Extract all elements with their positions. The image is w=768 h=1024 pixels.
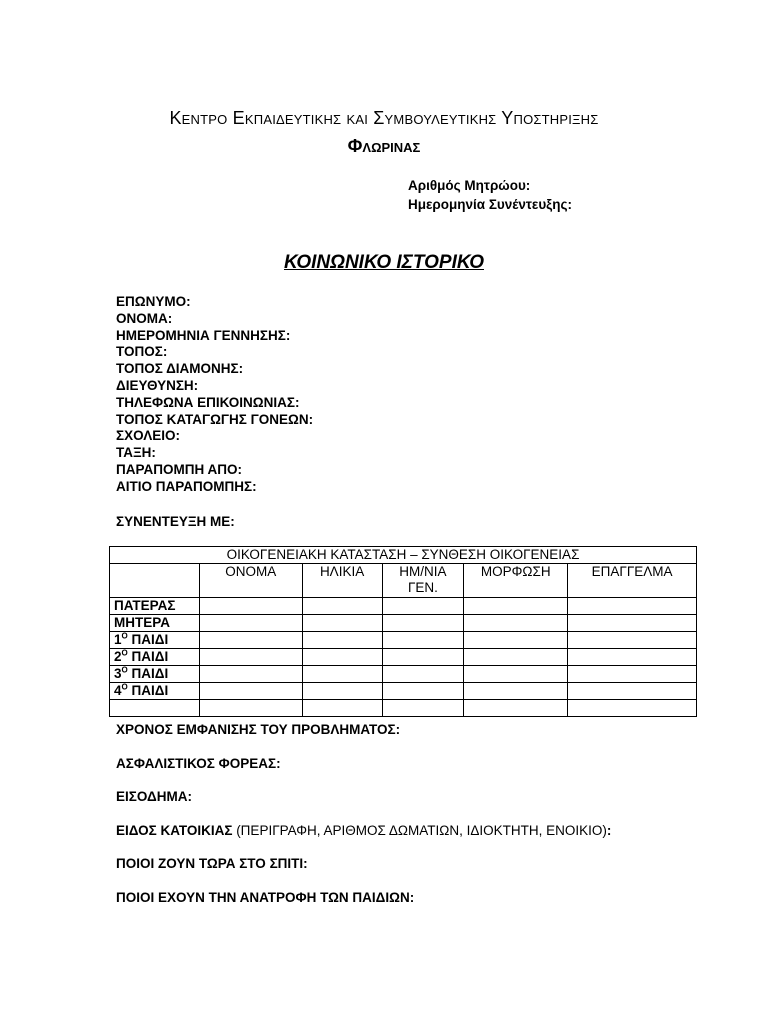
table-row [110, 683, 697, 700]
registry-number-label: Αριθμός Μητρώου: [408, 178, 531, 193]
family-table [109, 546, 697, 717]
document-title: ΚΟΙΝΩΝΙΚΟ ΙΣΤΟΡΙΚΟ [283, 252, 484, 273]
row-label-empty [110, 700, 200, 717]
header-cell-name: ΟΝΟΜΑ [199, 564, 302, 598]
cell-name[interactable] [199, 683, 302, 700]
row-label-mother: ΜΗΤΕΡΑ [110, 615, 200, 632]
table-row [110, 615, 697, 632]
cell-age[interactable] [302, 649, 382, 666]
personal-fields [116, 294, 313, 496]
row-label-father: ΠΑΤΕΡΑΣ [110, 598, 200, 615]
cell-education[interactable] [464, 598, 568, 615]
field-parents-origin: ΤΟΠΟΣ ΚΑΤΑΓΩΓΗΣ ΓΟΝΕΩΝ: [116, 411, 314, 427]
field-address: ΔΙΕΥΘΥΝΣΗ: [116, 377, 199, 393]
organization-name: Κεντρο Εκπαιδευτικης και Συμβουλευτικης Υποστηριξης [169, 108, 599, 128]
field-place: ΤΟΠΟΣ: [116, 344, 168, 360]
header-cell-occupation: ΕΠΑΓΓΕΛΜΑ [568, 564, 697, 598]
cell-occupation[interactable] [568, 700, 697, 717]
question-income: ΕΙΣΟΔΗΜΑ: [116, 789, 192, 805]
header-cell-age: ΗΛΙΚΙΑ [302, 564, 382, 598]
cell-education[interactable] [464, 683, 568, 700]
question-problem-onset: ΧΡΟΝΟΣ ΕΜΦΑΝΙΣΗΣ ΤΟΥ ΠΡΟΒΛΗΜΑΤΟΣ: [116, 722, 401, 737]
cell-name[interactable] [199, 615, 302, 632]
field-phones: ΤΗΛΕΦΩΝΑ ΕΠΙΚΟΙΝΩΝΙΑΣ: [116, 394, 300, 410]
cell-education[interactable] [464, 615, 568, 632]
header-cell-birthdate: ΗΜ/ΝΙΑ ΓΕΝ. [382, 564, 464, 598]
cell-birthdate[interactable] [382, 632, 464, 649]
interview-date-label: Ημερομηνία Συνέντευξης: [408, 197, 572, 212]
question-housing [116, 823, 676, 840]
cell-education[interactable] [464, 632, 568, 649]
cell-age[interactable] [302, 666, 382, 683]
header-cell-education: ΜΟΡΦΩΣΗ [464, 564, 568, 598]
cell-birthdate[interactable] [382, 700, 464, 717]
question-household: ΠΟΙΟΙ ΖΟΥΝ ΤΩΡΑ ΣΤΟ ΣΠΙΤΙ: [116, 856, 308, 872]
cell-birthdate[interactable] [382, 649, 464, 666]
cell-age[interactable] [302, 598, 382, 615]
row-label-child-3: $3^O$ ΠΑΙΔΙ [110, 666, 200, 683]
housing-detail: (ΠΕΡΙΓΡΑΦΗ, ΑΡΙΘΜΟΣ ΔΩΜΑΤΙΩΝ, ΙΔΙΟΚΤΗΤΗ, ΕΝΟΙΚΙΟ) [232, 822, 607, 838]
cell-name[interactable] [199, 598, 302, 615]
cell-name[interactable] [199, 666, 302, 683]
additional-questions [116, 722, 676, 924]
field-birth-date: ΗΜΕΡΟΜΗΝΙΑ ΓΕΝΝΗΣΗΣ: [116, 327, 291, 343]
cell-name[interactable] [199, 649, 302, 666]
cell-occupation[interactable] [568, 649, 697, 666]
cell-birthdate[interactable] [382, 615, 464, 632]
cell-education[interactable] [464, 700, 568, 717]
table-row [110, 700, 697, 717]
cell-education[interactable] [464, 649, 568, 666]
housing-label: ΕΙΔΟΣ ΚΑΤΟΙΚΙΑΣ [116, 822, 233, 838]
cell-birthdate[interactable] [382, 666, 464, 683]
row-label-child-1: $1^O$ ΠΑΙΔΙ [110, 632, 200, 649]
table-row [110, 649, 697, 666]
cell-age[interactable] [302, 615, 382, 632]
cell-education[interactable] [464, 666, 568, 683]
cell-occupation[interactable] [568, 632, 697, 649]
cell-name[interactable] [199, 632, 302, 649]
organization-city: Φλωρινας [347, 136, 421, 156]
field-surname: ΕΠΩΝΥΜΟ: [116, 294, 191, 309]
cell-birthdate[interactable] [382, 598, 464, 615]
question-upbringing: ΠΟΙΟΙ ΕΧΟΥΝ ΤΗΝ ΑΝΑΤΡΟΦΗ ΤΩΝ ΠΑΙΔΙΩΝ: [116, 889, 415, 905]
field-residence: ΤΟΠΟΣ ΔΙΑΜΟΝΗΣ: [116, 361, 244, 377]
field-class: ΤΑΞΗ: [116, 445, 156, 461]
cell-age[interactable] [302, 700, 382, 717]
family-table-caption: ΟΙΚΟΓΕΝΕΙΑΚΗ ΚΑΤΑΣΤΑΣΗ – ΣΥΝΘΕΣΗ ΟΙΚΟΓΕΝΕΙΑΣ [110, 547, 697, 564]
field-school: ΣΧΟΛΕΙΟ: [116, 428, 180, 444]
cell-age[interactable] [302, 632, 382, 649]
row-label-child-2: $2^O$ ΠΑΙΔΙ [110, 649, 200, 666]
table-row [110, 598, 697, 615]
field-name: ΟΝΟΜΑ: [116, 310, 173, 326]
field-referral-reason: ΑΙΤΙΟ ΠΑΡΑΠΟΜΠΗΣ: [116, 478, 257, 494]
table-row [110, 632, 697, 649]
cell-occupation[interactable] [568, 666, 697, 683]
question-insurance: ΑΣΦΑΛΙΣΤΙΚΟΣ ΦΟΡΕΑΣ: [116, 755, 281, 771]
header-cell-empty [110, 564, 200, 598]
housing-colon: : [606, 822, 612, 838]
cell-occupation[interactable] [568, 615, 697, 632]
cell-birthdate[interactable] [382, 683, 464, 700]
interview-with-label: ΣΥΝΕΝΤΕΥΞΗ ΜΕ: [116, 514, 235, 529]
table-row [110, 666, 697, 683]
registry-block [408, 176, 572, 214]
cell-name[interactable] [199, 700, 302, 717]
cell-age[interactable] [302, 683, 382, 700]
row-label-child-4: $4^O$ ΠΑΙΔΙ [110, 683, 200, 700]
field-referral-from: ΠΑΡΑΠΟΜΠΗ ΑΠΟ: [116, 461, 242, 477]
cell-occupation[interactable] [568, 598, 697, 615]
cell-occupation[interactable] [568, 683, 697, 700]
